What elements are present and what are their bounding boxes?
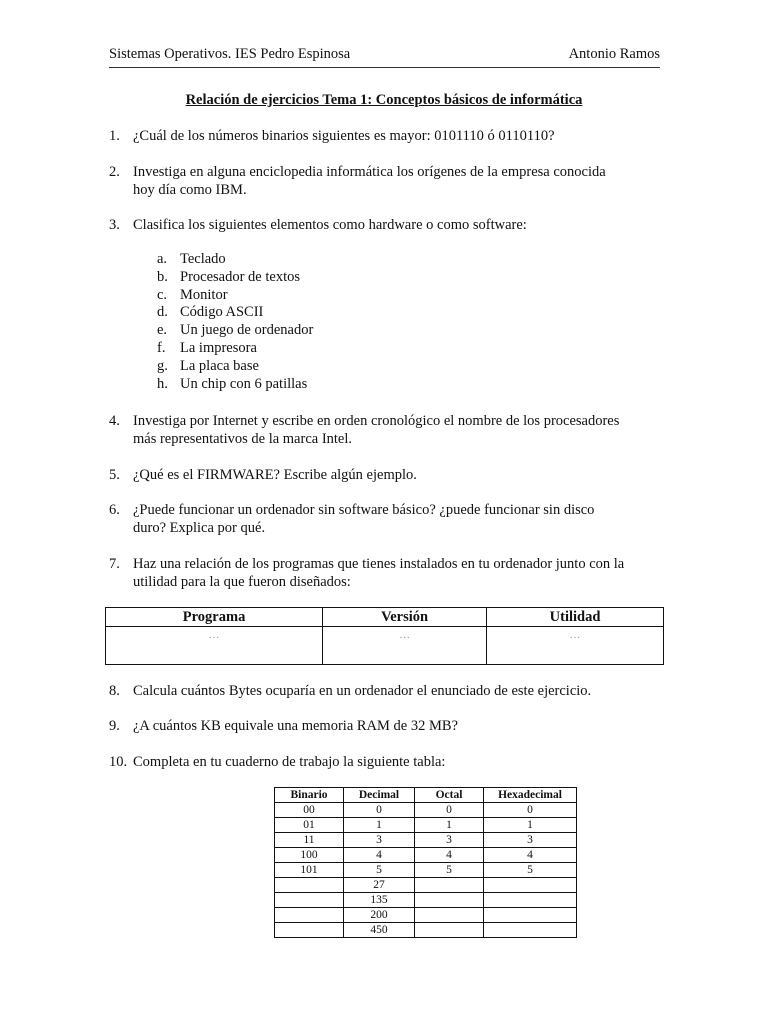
question-text-line: ¿Puede funcionar un ordenador sin software básico? ¿puede funcionar sin disco bbox=[133, 502, 595, 518]
table-cell: 200 bbox=[344, 908, 415, 923]
table-row bbox=[275, 878, 577, 893]
table-cell bbox=[415, 893, 484, 908]
table-cell: 4 bbox=[344, 848, 415, 863]
table-cell bbox=[275, 908, 344, 923]
question-text: Calcula cuántos Bytes ocuparía en un ordenador el enunciado de este ejercicio. bbox=[133, 683, 592, 699]
list-item: d. Código ASCII bbox=[157, 304, 264, 321]
question-text-line: duro? Explica por qué. bbox=[133, 520, 266, 536]
table-cell: 5 bbox=[344, 863, 415, 878]
programs-table bbox=[105, 607, 664, 665]
question-number: 7. bbox=[109, 556, 120, 572]
page-header bbox=[109, 45, 660, 68]
table-header: Octal bbox=[415, 788, 484, 803]
table-cell: 4 bbox=[484, 848, 577, 863]
table-row bbox=[275, 818, 577, 833]
question-text: ¿A cuántos KB equivale una memoria RAM de 32 MB? bbox=[133, 718, 458, 734]
list-item: a. Teclado bbox=[157, 251, 226, 267]
table-cell: 0 bbox=[484, 803, 577, 818]
table-cell: 4 bbox=[415, 848, 484, 863]
table-header: Hexadecimal bbox=[484, 788, 577, 803]
question-text: ¿Cuál de los números binarios siguientes es mayor: 0101110 ó 0110110? bbox=[133, 128, 555, 144]
question-number: 10. bbox=[109, 754, 128, 770]
table-cell: 01 bbox=[275, 818, 344, 833]
table-cell bbox=[484, 908, 577, 923]
table-row bbox=[106, 627, 664, 665]
list-item: b. Procesador de textos bbox=[157, 268, 300, 285]
table-row bbox=[275, 893, 577, 908]
table-cell: 0 bbox=[415, 803, 484, 818]
question-number: 5. bbox=[109, 467, 120, 483]
table-cell bbox=[415, 923, 484, 938]
conversion-table-body bbox=[275, 803, 577, 938]
table-cell bbox=[484, 923, 577, 938]
table-cell: 135 bbox=[344, 893, 415, 908]
table-cell bbox=[275, 878, 344, 893]
table-cell bbox=[415, 878, 484, 893]
question-number: 8. bbox=[109, 683, 120, 699]
table-cell: … bbox=[323, 627, 487, 665]
question-number: 4. bbox=[109, 413, 120, 429]
table-cell: 1 bbox=[484, 818, 577, 833]
question-text: Completa en tu cuaderno de trabajo la siguiente tabla: bbox=[133, 754, 446, 770]
table-row bbox=[275, 908, 577, 923]
question-number: 3. bbox=[109, 217, 120, 233]
table-row bbox=[275, 848, 577, 863]
header-author: Antonio Ramos bbox=[568, 46, 660, 62]
table-cell: 3 bbox=[344, 833, 415, 848]
question-number: 2. bbox=[109, 164, 120, 180]
question-text-line: Investiga en alguna enciclopedia informática los orígenes de la empresa conocida bbox=[133, 164, 606, 180]
table-header: Decimal bbox=[344, 788, 415, 803]
question-text-line: más representativos de la marca Intel. bbox=[133, 431, 353, 447]
table-header: Programa bbox=[106, 608, 323, 627]
question-text-line: utilidad para la que fueron diseñados: bbox=[133, 574, 351, 590]
table-cell bbox=[275, 923, 344, 938]
table-cell: 5 bbox=[415, 863, 484, 878]
table-cell: … bbox=[487, 627, 664, 665]
list-item: c. Monitor bbox=[157, 286, 228, 303]
table-cell: 1 bbox=[344, 818, 415, 833]
document-title: Relación de ejercicios Tema 1: Conceptos básicos de informática bbox=[185, 92, 583, 108]
table-cell: 450 bbox=[344, 923, 415, 938]
table-cell: 101 bbox=[275, 863, 344, 878]
table-cell: 0 bbox=[344, 803, 415, 818]
list-item: f. La impresora bbox=[157, 339, 257, 356]
question-number: 1. bbox=[109, 128, 120, 144]
table-cell: 3 bbox=[484, 833, 577, 848]
table-cell: … bbox=[106, 627, 323, 665]
table-cell: 27 bbox=[344, 878, 415, 893]
table-cell: 100 bbox=[275, 848, 344, 863]
table-row bbox=[275, 863, 577, 878]
table-header: Utilidad bbox=[487, 608, 664, 627]
table-header: Binario bbox=[275, 788, 344, 803]
question-text-line: Investiga por Internet y escribe en orden cronológico el nombre de los procesadores bbox=[133, 413, 620, 429]
table-row bbox=[275, 923, 577, 938]
table-row bbox=[275, 803, 577, 818]
conversion-table bbox=[274, 787, 577, 938]
question-text-line: Haz una relación de los programas que tienes instalados en tu ordenador junto con la bbox=[133, 556, 625, 572]
question-text: ¿Qué es el FIRMWARE? Escribe algún ejemplo. bbox=[133, 467, 417, 483]
table-cell bbox=[484, 878, 577, 893]
table-cell: 00 bbox=[275, 803, 344, 818]
list-item: e. Un juego de ordenador bbox=[157, 322, 314, 339]
table-cell: 5 bbox=[484, 863, 577, 878]
question-number: 9. bbox=[109, 718, 120, 734]
table-header: Versión bbox=[323, 608, 487, 627]
question-number: 6. bbox=[109, 502, 120, 518]
table-cell: 1 bbox=[415, 818, 484, 833]
question-text: Clasifica los siguientes elementos como hardware o como software: bbox=[133, 217, 527, 233]
hardware-software-list bbox=[157, 251, 313, 393]
table-row bbox=[275, 833, 577, 848]
question-text-line: hoy día como IBM. bbox=[133, 182, 247, 198]
table-cell: 11 bbox=[275, 833, 344, 848]
list-item: g. La placa base bbox=[157, 357, 259, 374]
table-cell bbox=[275, 893, 344, 908]
header-course: Sistemas Operativos. IES Pedro Espinosa bbox=[109, 46, 351, 62]
list-item: h. Un chip con 6 patillas bbox=[157, 375, 308, 392]
table-cell bbox=[484, 893, 577, 908]
table-cell: 3 bbox=[415, 833, 484, 848]
table-cell bbox=[415, 908, 484, 923]
